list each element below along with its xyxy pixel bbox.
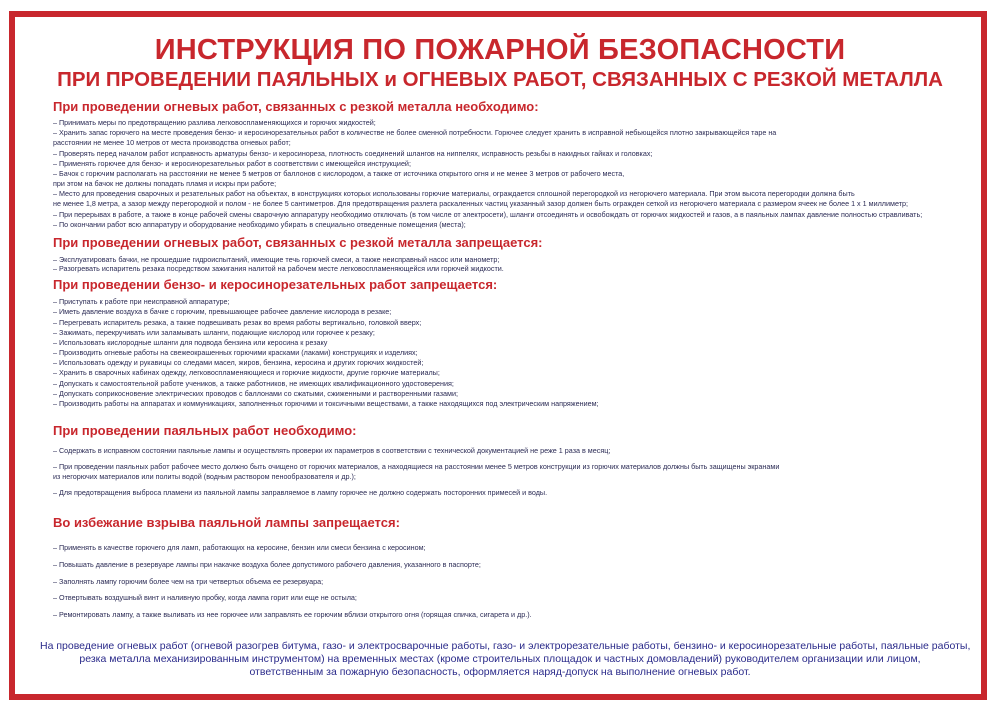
poster-subtitle: ПРИ ПРОВЕДЕНИИ ПАЯЛЬНЫХ и ОГНЕВЫХ РАБОТ, СВЯЗАННЫХ С РЕЗКОЙ МЕТАЛЛА — [57, 68, 943, 91]
list-item: – Иметь давление воздуха в бачке с горючим, превышающее рабочее давление кислорода в резаке; — [53, 307, 392, 316]
list-item: – Применять горючее для бензо- и керосинорезательных работ в соответствии с имеющейся инструкцией; — [53, 159, 411, 168]
list-item: – Приступать к работе при неисправной аппаратуре; — [53, 297, 230, 306]
list-item: – Принимать меры по предотвращению разлива легковоспламеняющихся и горючих жидкостей; — [53, 118, 376, 127]
list-item: – Зажимать, перекручивать или заламывать шланги, подающие кислород или горючее к резаку; — [53, 328, 375, 337]
list-item: – Место для проведения сварочных и резательных работ на объектах, в конструкциях которых использованы горючие материалы, ограждается сплошной перегородкой из негорючего материала. При этом высота перегородки должна быть — [53, 189, 855, 198]
list-item: – Содержать в исправном состоянии паяльные лампы и осуществлять проверки их параметров в соответствии с технической документацией не реже 1 раза в месяц; — [53, 446, 611, 455]
list-item: – Перегревать испаритель резака, а также подвешивать резак во время работы вертикально, головкой вверх; — [53, 318, 422, 327]
footer-line: На проведение огневых работ (огневой разогрев битума, газо- и электросварочные работы, газо- и электрорезательные работы, бензино- и керосинорезательные работы, паяльные работы, — [40, 640, 971, 652]
footer-line: резка металла механизированным инструментом) на временных местах (кроме строительных площадок и частных домовладений) руководителем организации или лицом, — [79, 653, 921, 665]
list-item: – Разогревать испаритель резака посредством зажигания налитой на рабочем месте легковоспламеняющейся или горючей жидкости. — [53, 264, 504, 273]
list-item: при этом на бачок не должны попадать пламя и искры при работе; — [53, 179, 277, 188]
poster-title: ИНСТРУКЦИЯ ПО ПОЖАРНОЙ БЕЗОПАСНОСТИ — [154, 34, 846, 66]
list-item: – Эксплуатировать бачки, не прошедшие гидроиспытаний, имеющие течь горючей смеси, а также неисправный насос или манометр; — [53, 255, 500, 264]
section-heading: При проведении огневых работ, связанных с резкой металла запрещается: — [53, 235, 543, 250]
list-item: – Допускать к самостоятельной работе учеников, а также работников, не имеющих квалификационного удостоверения; — [53, 379, 454, 388]
list-item: – Для предотвращения выброса пламени из паяльной лампы заправляемое в лампу горючее не должно содержать посторонних примесей и воды. — [53, 488, 548, 497]
section-heading: При проведении паяльных работ необходимо: — [53, 423, 357, 438]
list-item: не менее 1,8 метра, а зазор между перегородкой и полом - не более 5 сантиметров. Для предотвращения разлета раскаленных частиц указанный зазор должен быть огражден сеткой из негорючего материала с размером ячеек не более 1 х 1 миллиметр; — [53, 199, 908, 208]
list-item: – Использовать одежду и рукавицы со следами масел, жиров, бензина, керосина и других горючих жидкостей; — [53, 358, 424, 367]
list-item: – Повышать давление в резервуаре лампы при накачке воздуха более допустимого рабочего давления, указанного в паспорте; — [53, 560, 481, 569]
list-item: расстоянии не менее 10 метров от места производства огневых работ; — [53, 138, 291, 147]
section-heading: При проведении бензо- и керосинорезательных работ запрещается: — [53, 277, 498, 292]
list-item: – Производить работы на аппаратах и коммуникациях, заполненных горючими и токсичными веществами, а также находящихся под электрическим напряжением; — [53, 399, 599, 408]
list-item: – Ремонтировать лампу, а также выливать из нее горючее или заправлять ее горючим вблизи открытого огня (горящая спичка, сигарета и др.). — [53, 610, 532, 619]
list-item: – При перерывах в работе, а также в конце рабочей смены сварочную аппаратуру необходимо отключать (в том числе от электросети), шланги отсоединять и освобождать от горючих жидкостей и газов, а в паяльных лампах давление полностью стравливать; — [53, 210, 923, 219]
list-item: из негорючих материалов или политы водой (водным раствором пенообразователя и др.); — [53, 472, 356, 481]
list-item: – Использовать кислородные шланги для подвода бензина или керосина к резаку — [53, 338, 328, 347]
list-item: – При проведении паяльных работ рабочее место должно быть очищено от горючих материалов, а находящиеся на расстоянии менее 5 метров конструкции из горючих материалов должны быть защищены экранами — [53, 462, 780, 471]
list-item: – Хранить в сварочных кабинах одежду, легковоспламеняющиеся и горючие жидкости, другие горючие материалы; — [53, 368, 440, 377]
list-item: – Проверять перед началом работ исправность арматуры бензо- и керосинореза, плотность соединений шлангов на ниппелях, исправность резьбы в накидных гайках и головках; — [53, 149, 653, 158]
list-item: – Отвертывать воздушный винт и наливную пробку, когда лампа горит или еще не остыла; — [53, 593, 357, 602]
list-item: – Применять в качестве горючего для ламп, работающих на керосине, бензин или смеси бензина с керосином; — [53, 543, 426, 552]
list-item: – Хранить запас горючего на месте проведения бензо- и керосинорезательных работ в количестве не более сменной потребности. Горючее следует хранить в исправной небьющейся плотно закрывающейся таре на — [53, 128, 777, 137]
section-heading: Во избежание взрыва паяльной лампы запрещается: — [53, 515, 400, 530]
footer-note — [40, 640, 971, 679]
list-item: – Производить огневые работы на свежеокрашенных горючими красками (лаками) конструкциях и изделиях; — [53, 348, 418, 357]
footer-line: ответственным за пожарную безопасность, оформляется наряд-допуск на выполнение огневых работ. — [249, 666, 751, 678]
list-item: – Заполнять лампу горючим более чем на три четвертых объема ее резервуара; — [53, 577, 324, 586]
section-heading: При проведении огневых работ, связанных с резкой металла необходимо: — [53, 99, 539, 114]
list-item: – По окончании работ всю аппаратуру и оборудование необходимо убирать в специально отведенные помещения (места); — [53, 220, 466, 229]
list-item: – Допускать соприкосновение электрических проводов с баллонами со сжатыми, сжиженными и растворенными газами; — [53, 389, 458, 398]
list-item: – Бачок с горючим располагать на расстоянии не менее 5 метров от баллонов с кислородом, а также от источника открытого огня и не менее 3 метров от рабочего места, — [53, 169, 625, 178]
